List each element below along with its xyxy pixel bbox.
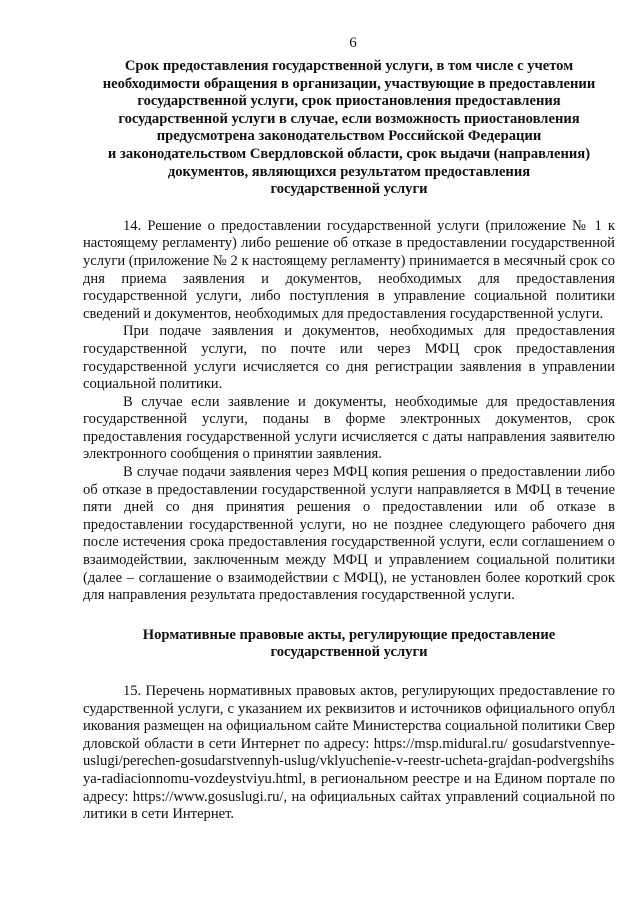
paragraph-15: 15. Перечень нормативных правовых актов, регулирующих предоставление государственной услуги, с указанием их реквизитов и источников официального опубликования размещен на официальном сайте Министерства социальной политики Свердловской области в сети Интернет по адресу: https://msp.midural.ru/ gosudarstvennye-uslugi/perechen-gosudarstvennyh-uslug/vklyuchenie-v-reestr-ucheta-grajdan-podvergshihsya-radiacionnomu-vozdeystviyu.html, в региональном реестре и на Едином портале по адресу: https://www.gosuslugi.ru/, на официальных сайтах управлений социальной политики в сети Интернет.	[83, 683, 615, 823]
heading-line: необходимости обращения в организации, участвующие в предоставлении	[102, 75, 596, 92]
heading-line: предусмотрена законодательством Российской Федерации	[156, 128, 542, 145]
heading-line: Нормативные правовые акты, регулирующие предоставление	[142, 626, 556, 643]
page-number: 6	[349, 35, 357, 51]
heading-line: государственной услуги	[270, 644, 428, 661]
spacer	[83, 199, 615, 218]
heading-line: государственной услуги	[270, 181, 428, 198]
heading-line: документов, являющихся результатом предоставления	[167, 163, 531, 180]
heading-line: государственной услуги в случае, если возможность приостановления	[118, 110, 580, 127]
heading-line: и законодательством Свердловской области, срок выдачи (направления)	[107, 145, 591, 162]
section-heading-term	[83, 58, 615, 199]
paragraph-mfc-submission: В случае подачи заявления через МФЦ копия решения о предоставлении либо об отказе в предоставлении государственной услуги направляется в МФЦ в течение пяти дней со дня принятия решения о предоставлении или об отказе в предоставлении государственной услуги, но не позднее следующего рабочего дня после истечения срока предоставления государственной услуги, если соглашением о взаимодействии, заключенным между МФЦ и управлением социальной политики (далее – соглашение о взаимодействии с МФЦ), не установлен более короткий срок для направления результата предоставления государственной услуги.	[83, 464, 615, 604]
paragraph-14: 14. Решение о предоставлении государственной услуги (приложение № 1 к настоящему регламенту) либо решение об отказе в предоставлении государственной услуги (приложение № 2 к настоящему регламенту) принимается в месячный срок со дня приема заявления и документов, необходимых для предоставления государственной услуги, либо поступления в управление социальной политики сведений и документов, необходимых для предоставления государственной услуги.	[83, 217, 615, 322]
paragraph-electronic-submission: В случае если заявление и документы, необходимые для предоставления государственной услуги, поданы в форме электронных документов, срок предоставления государственной услуги исчисляется с даты направления заявителю электронного сообщения о принятии заявления.	[83, 393, 615, 463]
spacer	[83, 605, 615, 627]
paragraph-postal-submission: При подаче заявления и документов, необходимых для предоставления государственной услуги, по почте или через МФЦ срок предоставления государственной услуги исчисляется со дня регистрации заявления в управлении социальной политики.	[83, 323, 615, 393]
heading-line: государственной услуги, срок приостановления предоставления	[137, 93, 561, 110]
spacer	[83, 662, 615, 683]
document-page	[83, 34, 615, 824]
heading-line: Срок предоставления государственной услуги, в том числе с учетом	[124, 58, 574, 74]
section-heading-legal-acts	[83, 627, 615, 662]
